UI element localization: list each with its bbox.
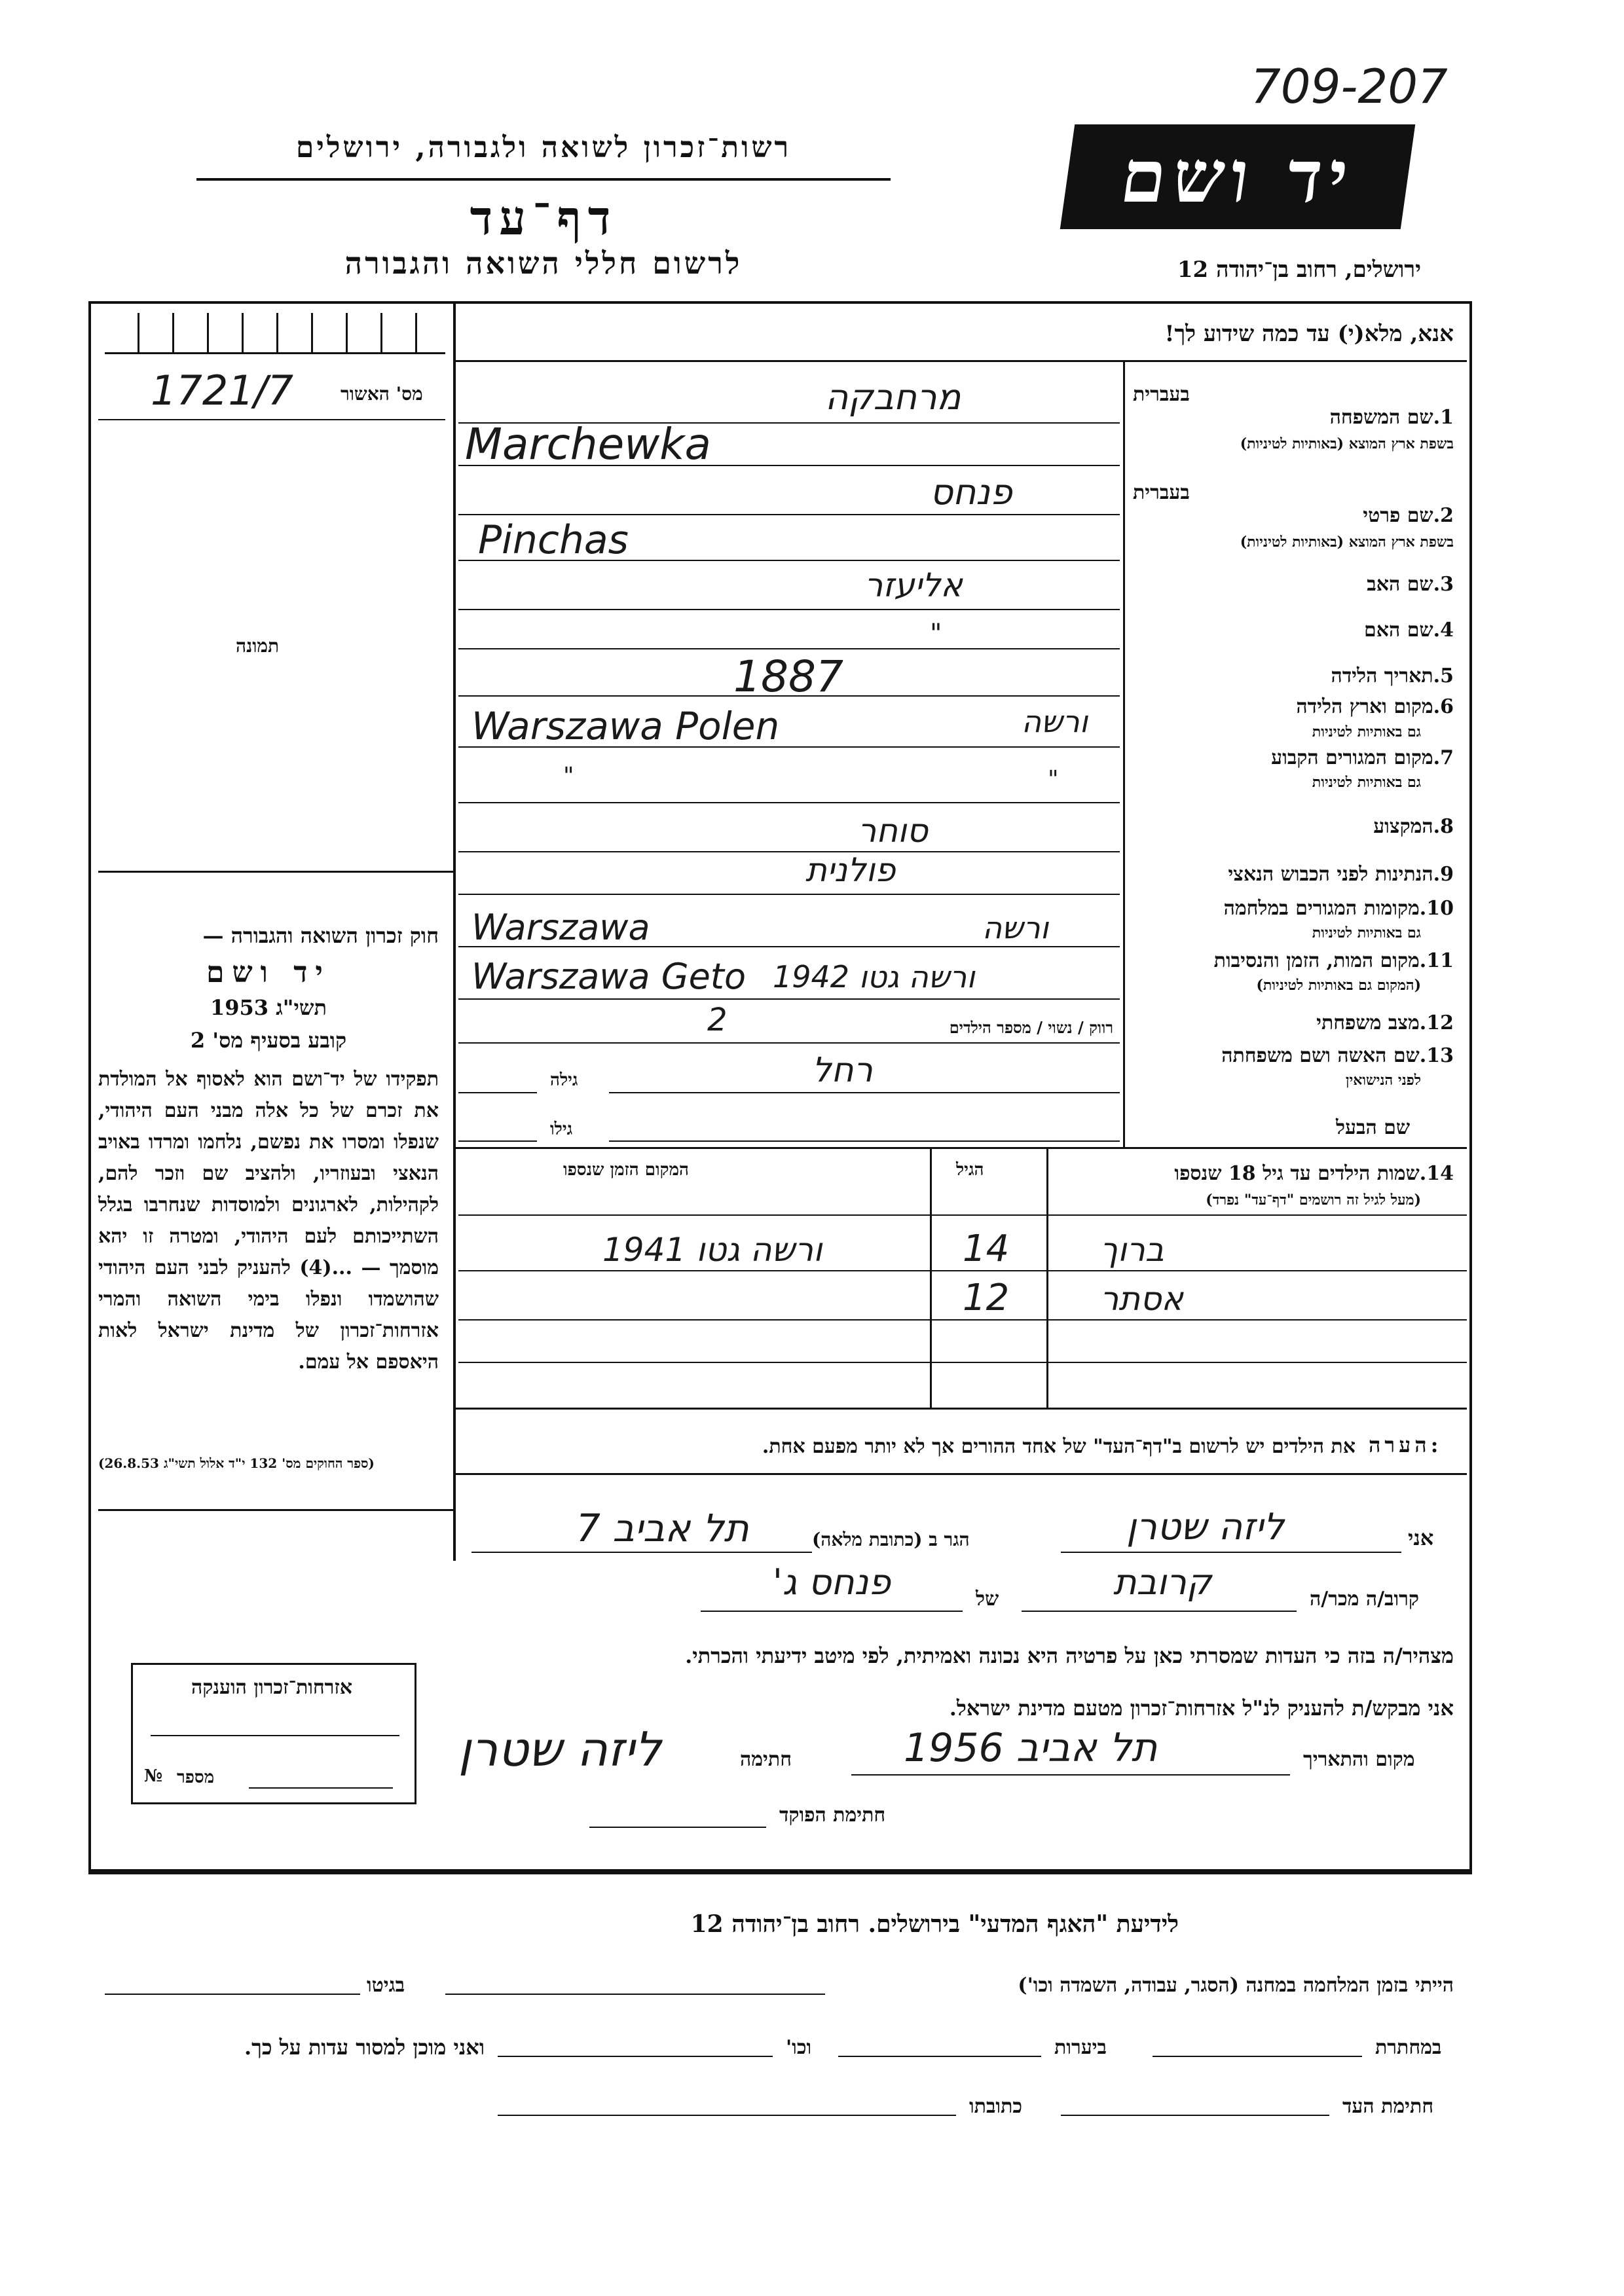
in-hebrew-label-2: בעברית [1133,481,1190,504]
field-7-label: 7. מקום המגורים הקבוע [1271,746,1454,769]
declarant-ani: אני [1408,1525,1434,1550]
relation-of-name: פנחס ג' [773,1561,891,1603]
field-13-sub: לפני הנישואין [1345,1072,1421,1089]
footer-witness-signature: חתימת העד [1342,2095,1434,2118]
approval-boxes [105,313,445,354]
wife-age-label: גילה [550,1070,578,1090]
instruction: אנא, מלא(י) עד כמה שידוע לך! [1164,321,1454,347]
mother-name: " [930,619,942,649]
authority-line: רשות־זכרון לשואה ולגבורה, ירושלים [295,131,792,164]
child-2-name: אסתר [1100,1280,1183,1318]
form-title: דף־עד [470,190,618,246]
husband-label: שם הבעל [1336,1116,1411,1139]
field-9-label: 9. הנתינות לפני הכבוש הנאצי [1228,863,1454,886]
law-reference: (ספר החוקים מס' 132 י"ד אלול תשי"ג 26.8.53) [98,1455,375,1471]
yad-vashem-logo: יד ושם [1060,124,1415,229]
field-13-label: 13. שם האשה ושם משפחתה [1221,1044,1454,1067]
field-7-latin-note: גם באותיות לטיניות [1312,774,1421,791]
law-text: תפקידו של יד־ושם הוא לאסוף אל המולדת את זכרם של כל אלה מבני העם היהודי, שנפלו ומסרו את נפשם, נלחמו ומרדו באויב הנאצי ובעוזריו, ולהציב שם וזכר להם, לקהילות, לארגונים ולמוסדות שנחרבו בגלל השתייכותם לעם היהודי, ומטרה זו יהא מוסמך — ...(4) להעניק לבני העם היהודי שהושמדו ונפלו בימי השואה והמרי אזרחות־זכרון של מדינת ישראל לאות היאספם אל עמם. [98,1068,439,1374]
relation-of-label: של [976,1588,999,1611]
certificate-number-symbol: № [144,1766,163,1786]
children-section-sub: (מעל לגיל זה רושמים "דף־עד" נפרד) [1206,1192,1421,1209]
place-date-value: תל אביב 1956 [904,1725,1158,1771]
declarant-signature: ליזה שטרן [458,1722,661,1777]
children-col-place: המקום הזמן שנספו [563,1160,689,1180]
field-2-origin: בשפת ארץ המוצא (באותיות לטיניות) [1240,534,1454,551]
field-5-label: 5. תאריך הלידה [1331,665,1454,687]
husband-age-label: גילו [550,1120,573,1139]
wartime-residence-hebrew: ורשה [982,910,1049,945]
field-4-label: 4. שם האם [1364,619,1454,642]
photo-label: תמונה [236,635,280,657]
declarant-resides-label: הגר ב (כתובת מלאה) [812,1529,970,1550]
footer-ready-testify: ואני מוכן למסור עדות על כך. [244,2035,485,2060]
form-subtitle: לרשום חללי השואה והגבורה [344,246,743,281]
field-1-label: 1. שם המשפחה [1329,406,1454,429]
child-1-name: ברוך [1100,1231,1164,1269]
field-1-origin: בשפת ארץ המוצא (באותיות לטיניות) [1240,435,1454,452]
law-name: יד ושם [206,956,331,989]
citizenship: פולנית [805,851,896,889]
law-year: תשי"ג 1953 [210,995,327,1020]
note-text: את הילדים יש לרשום ב"דף־העד" של אחד ההורים אך לא יותר מפעם אחת. [762,1435,1356,1458]
footer-etc: וכו' [786,2036,812,2059]
birth-date: 1887 [733,651,843,702]
law-title: חוק זכרון השואה והגבורה — [202,923,439,948]
birth-place-hebrew: ורשה [1022,704,1088,739]
field-11-sub: (המקום גם באותיות לטיניות) [1256,977,1421,994]
archive-number: 709-207 [1251,59,1448,114]
family-name-latin: Marchewka [465,419,711,469]
field-3-label: 3. שם האב [1367,573,1454,596]
relation-value: קרובת [1113,1561,1212,1603]
death-place-latin: Warszawa Geto [471,956,747,997]
field-11-label: 11. מקום המות, הזמן והנסיבות [1213,949,1454,972]
certificate-number-label: מספר [177,1768,215,1787]
footer-line1-end: בגיטו [367,1974,405,1997]
approval-number: 1721/7 [151,367,294,414]
father-name: אליעזר [864,566,963,604]
field-12-label: 12. מצב משפחתי [1316,1011,1454,1034]
family-name-hebrew: מרחבקה [825,376,961,418]
children-col-age: הגיל [956,1160,984,1180]
footer-address: כתובתו [969,2095,1023,2118]
footer-title: לידיעת "האגף המדעי" בירושלים. רחוב בן־יהודה 12 [690,1910,1179,1938]
birth-place-latin: Warszawa Polen [471,704,780,748]
relation-label: קרוב/ה מכר/ה [1310,1588,1419,1611]
residence: " [563,763,574,790]
field-8-label: 8. המקצוע [1373,815,1454,838]
certificate-title: אזרחות־זכרון הוענקה [191,1676,353,1699]
official-signature-label: חתימת הפוקד [779,1804,886,1827]
child-1-age: 14 [963,1228,1010,1270]
marital-options: רווק / נשוי / מספר הילדים [949,1018,1113,1037]
field-10-label: 10. מקומות המגורים במלחמה [1223,897,1454,920]
request-text: אני מבקש/ת להעניק לנ"ל אזרחות־זכרון מטעם מדינת ישראל. [949,1696,1454,1721]
declarant-name: ליזה שטרן [1126,1506,1284,1548]
field-10-latin-note: גם באותיות לטיניות [1312,924,1421,941]
child-1-place: ורשה גטו 1941 [602,1231,822,1269]
field-6-latin-note: גם באותיות לטיניות [1312,723,1421,740]
declaration-text: מצהיר/ה בזה כי העדות שמסרתי כאן על פרטיה היא נכונה ואמיתית, לפי מיטב ידיעתי והכרתי. [685,1643,1454,1668]
child-2-age: 12 [963,1277,1010,1319]
wife-name: רחל [812,1051,873,1090]
field-6-label: 6. מקום וארץ הלידה [1296,695,1454,718]
wartime-residence-latin: Warszawa [471,907,650,948]
death-details-hebrew: ורשה גטו 1942 [773,959,975,994]
children-count: 2 [707,1002,728,1038]
in-hebrew-label-1: בעברית [1133,383,1190,406]
note-label: הערה: [1369,1432,1443,1457]
approval-label: מס' האשור [341,383,423,405]
address: ירושלים, רחוב בן־יהודה 12 [1177,257,1421,283]
children-section-label: 14. שמות הילדים עד גיל 18 שנספו [1174,1162,1454,1185]
signature-label: חתימה [740,1748,792,1771]
footer-forests: ביערות [1054,2036,1107,2059]
law-clause: קובע בסעיף מס' 2 [190,1028,347,1053]
first-name-latin: Pinchas [478,517,629,563]
place-date-label: מקום והתאריך [1303,1748,1415,1771]
footer-line1: הייתי בזמן המלחמה במחנה (הסגר, עבודה, השמדה וכו') [1018,1974,1454,1997]
field-2-label: 2. שם פרטי [1363,504,1454,527]
residence-2: " [1048,766,1059,793]
occupation: סוחר [858,812,928,850]
footer-underground: במחתרת [1375,2036,1442,2059]
declarant-address: תל אביב 7 [576,1506,749,1550]
first-name-hebrew: פנחס [930,471,1012,513]
